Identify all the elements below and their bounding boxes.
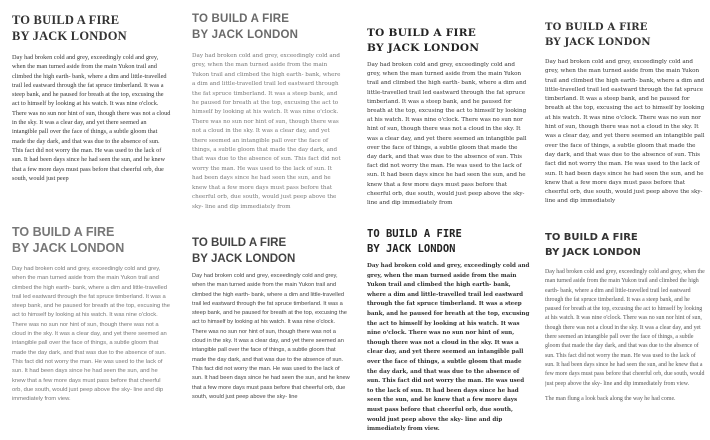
specimen-title: TO BUILD A FIRE BY JACK LONDON bbox=[367, 228, 462, 255]
specimen-title: TO BUILD A FIRE BY JACK LONDON bbox=[545, 232, 641, 258]
text-specimen-8 bbox=[545, 230, 705, 404]
specimen-title: TO BUILD A FIRE BY JACK LONDON bbox=[367, 27, 480, 54]
text-specimen-4 bbox=[545, 20, 705, 207]
specimen-title: TO BUILD A FIRE BY JACK LONDON bbox=[192, 13, 299, 41]
text-specimen-6 bbox=[192, 236, 350, 402]
specimen-body: Day had broken cold and grey, exceedingly cold and grey, when the man turned aside from the main Yukon trail and climbed the high earth- bank, where a dim and little-travelled trail led eastward through the fat spruce timberland. It was a steep bank, and he paused for breath at the top, excusing the act to himself by looking at his watch. It was nine o'clock. There was no sun nor hint of sun, though there was not a cloud in the sky. It was a clear day, and yet there seemed an intangible pall over the face of things, a subtle gloom that made the day dark, and that was due to the absence of sun. This fact did not worry the man. He was used to the lack of sun. It had been days since he had seen the sun, and he knew that a few more days must pass before that cheerful orb, due south, would just peep above the sky- line and dip immediately from bbox=[367, 62, 527, 207]
specimen-body: Day had broken cold and grey, exceedingly cold and grey, when the man turned aside from the main Yukon trail and climbed the high earth- bank, where a dim and little-travelled trail led eastward through the fat spruce timberland. It was a steep bank, and he paused for breath at the top, excusing the act to himself by looking at his watch. It was nine o'clock. There was no sun nor hint of sun, though there was not a cloud in the sky. It was a clear day, and yet there seemed an intangible pall over the face of things, a subtle gloom that made the day dark, and that was due to the absence of sun. This fact did not worry the man. He was used to the lack of sun. It had been days since he had seen the sun, and he knew that a few more days must pass before that cheerful orb, due south, would just peep above the sky- line and dip immediately from view. bbox=[12, 266, 170, 403]
specimen-title: TO BUILD A FIRE BY JACK LONDON bbox=[545, 22, 651, 48]
specimen-body: Day had broken cold and grey, exceedingly cold and grey, when the man turned aside from the main Yukon trail and climbed the high earth- bank, where a dim and little-travelled trail led eastward through the fat spruce timberland. It was a steep bank, and he paused for breath at the top, excusing the act to himself by looking at his watch. It was nine o'clock. There was no sun nor hint of sun, though there was not a cloud in the sky. It was a clear day, and yet there seemed an intangible pall over the face of things, a subtle gloom that made the day dark, and that was due to the absence of sun. This fact did not worry the man. He was used to the lack of sun. It had been days since he had seen the sun, and he knew that a few more days must pass before that cheerful orb, due south, would just peep above the sky- line and dip immediately from bbox=[192, 53, 341, 210]
text-specimen-3 bbox=[367, 26, 527, 208]
specimen-title: TO BUILD A FIRE BY JACK LONDON bbox=[12, 13, 127, 43]
text-specimen-2 bbox=[192, 12, 342, 212]
specimen-body: Day had broken cold and grey, exceedingly cold and grey, when the man turned aside from the main Yukon trail and climbed the high earth- bank, where a dim and little-travelled trail led eastward through the fat spruce timberland. It was a steep bank, and he paused for breath at the top, excusing the act to himself by looking at his watch. It was nine o'clock. There was no sun nor hint of sun, though there was not a cloud in the sky. It was a clear day, and yet there seemed an intangible pall over the face of things, a subtle gloom that made the day dark, and that was due to the absence of sun. This fact did not worry the man. He was used to the lack of sun. It had been days since he had seen the sun, and he knew that a few more days must pass before that cheerful orb, due south, would just peep bbox=[12, 54, 171, 182]
specimen-body: Day had broken cold and grey, exceedingly cold and grey, when the man turned aside from the main Yukon trail and climbed the high earth- bank, where a dim and little-travelled trail led eastward through the fat spruce timberland. It was a steep bank, and he paused for breath at the top, excusing the act to himself by looking at his watch. It was nine o'clock. There was no sun nor hint of sun, though there was not a cloud in the sky. It was a clear day, and yet there seemed an intangible pall over the face of things, a subtle gloom that made the day dark, and that was due to the absence of sun. This fact did not worry the man. He was used to the lack of sun. It had been days since he had seen the sun, and he knew that a few more days must pass before that cheerful orb, due south, would just peep above the sky- line bbox=[192, 273, 350, 400]
specimen-body: Day had broken cold and grey, exceedingly cold and grey, when the man turned aside from the main Yukon trail and climbed the high earth- bank, where a dim and little-travelled trail led eastward through the fat spruce timberland. It was a steep bank, and he paused for breath at the top, excusing the act to himself by looking at his watch. It was nine o'clock. There was no sun nor hint of sun, though there was not a cloud in the sky. It was a clear day, and yet there seemed an intangible pall over the face of things, a subtle gloom that made the day dark, and that was due to the absence of sun. This fact did not worry the man. He was used to the lack of sun. It had been days since he had seen the sun, and he knew that a few more days must pass before that cheerful orb, due south, would just peep above the sky- line and dip immediately from view. bbox=[367, 263, 530, 433]
specimen-title: TO BUILD A FIRE BY JACK LONDON bbox=[12, 225, 125, 255]
specimen-continuation: The man flung a look back along the way he had come. bbox=[545, 395, 676, 402]
text-specimen-5 bbox=[12, 224, 172, 404]
specimen-body: Day had broken cold and grey, exceedingly cold and grey, when the man turned aside from the main Yukon trail and climbed the high earth- bank, where a dim and little-travelled trail led eastward through the fat spruce timberland. It was a steep bank, and he paused for breath at the top, excusing the act to himself by looking at his watch. It was nine o'clock. There was no sun nor hint of sun, though there was not a cloud in the sky. It was a clear day, and yet there seemed an intangible pall over the face of things, a subtle gloom that made the day dark, and that was due to the absence of sun. This fact did not worry the man. He was used to the lack of sun. It had been days since he had seen the sun, and he knew that a few more days must pass before that cheerful orb, due south, would just peep above the sky- line and dip immediately bbox=[545, 59, 705, 205]
specimen-title: TO BUILD A FIRE BY JACK LONDON bbox=[192, 237, 296, 265]
text-specimen-7 bbox=[367, 227, 531, 435]
specimen-body: Day had broken cold and grey, exceedingly cold and grey, when the man turned aside from the main Yukon trail and climbed the high earth- bank, where a dim and little-travelled trail led eastward through the fat spruce timberland. It was a steep bank, and he paused for breath at the top, excusing the act to himself by looking at his watch. It was nine o'clock. There was no sun nor hint of sun, though there was not a cloud in the sky. It was a clear day, and yet there seemed an intangible pall over the face of things, a subtle gloom that made the day dark, and that was due to the absence of sun. This fact did not worry the man. He was used to the lack of sun. It had been days since he had seen the sun, and he knew that a few more days must pass before that cheerful orb, due south, would just peep above the sky- line and dip immediately from view. bbox=[545, 269, 705, 387]
text-specimen-1 bbox=[12, 12, 172, 183]
